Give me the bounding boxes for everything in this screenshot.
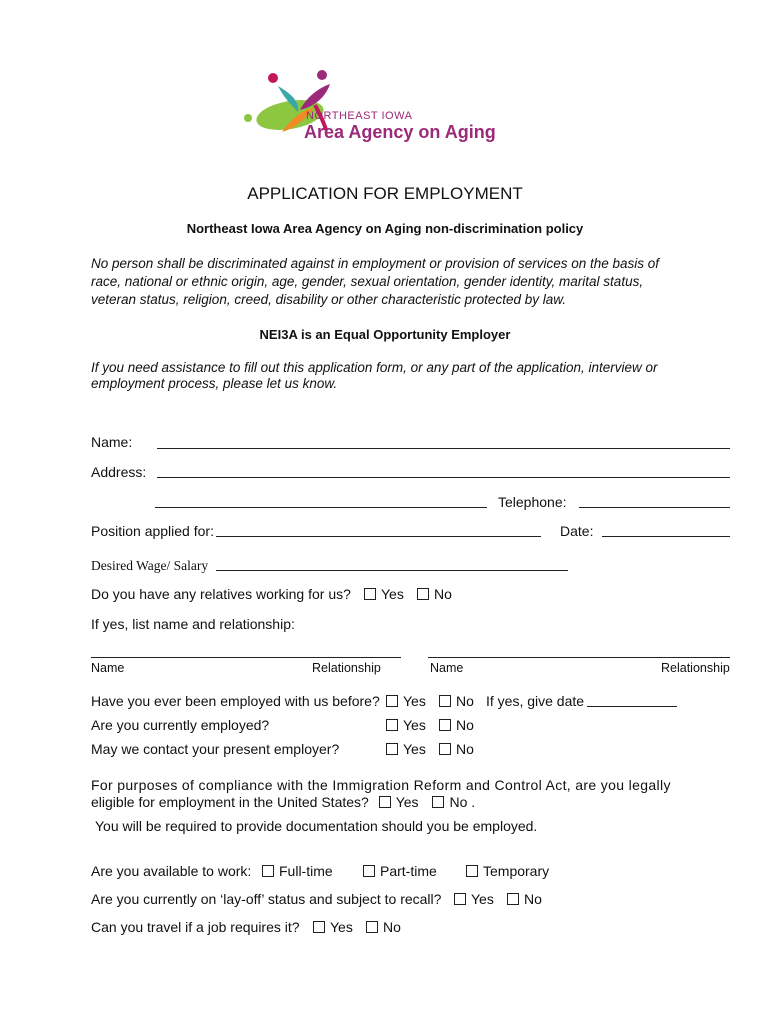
contact-employer-yes-option[interactable] [386,741,426,757]
checkbox[interactable] [417,588,429,600]
checkbox[interactable] [432,796,444,808]
policy-text-line-1: No person shall be discriminated against in employment or provision of services on the basis of [91,256,660,271]
address-field-line-1[interactable] [157,477,730,478]
checkbox[interactable] [363,865,375,877]
contact-employer-no-option[interactable] [439,741,474,757]
availability-fulltime-option[interactable] [262,863,333,879]
agency-logo [240,70,530,145]
immigration-yes-label: Yes [395,794,419,810]
telephone-label: Telephone: [498,494,567,510]
currently-employed-question: Are you currently employed? [91,717,270,733]
relative-2-name-caption: Name [430,661,464,675]
availability-question: Are you available to work: [91,863,252,879]
layoff-question: Are you currently on ‘lay-off’ status and subject to recall? [91,891,442,907]
travel-no-label: No [383,919,401,935]
name-field[interactable] [157,448,730,449]
assist-text-line-1: If you need assistance to fill out this application form, or any part of the application, interview or [91,360,658,375]
layoff-yes-label: Yes [471,891,494,907]
travel-yes-option[interactable] [313,919,353,935]
relative-1-relationship-caption: Relationship [312,661,381,675]
layoff-no-label: No [524,891,542,907]
currently-employed-no-label: No [456,717,474,733]
address-field-line-2[interactable] [155,507,487,508]
checkbox[interactable] [386,695,398,707]
checkbox[interactable] [262,865,274,877]
address-label: Address: [91,464,147,480]
availability-parttime-option[interactable] [363,863,437,879]
checkbox[interactable] [439,695,451,707]
contact-employer-yes-label: Yes [403,741,426,757]
checkbox[interactable] [466,865,478,877]
currently-employed-yes-label: Yes [403,717,426,733]
employed-before-question: Have you ever been employed with us before? [91,693,380,709]
relatives-yes-label: Yes [381,586,404,602]
position-field[interactable] [216,536,541,537]
availability-temporary-option[interactable] [466,863,549,879]
date-label: Date: [560,523,594,539]
checkbox[interactable] [439,719,451,731]
relatives-no-label: No [434,586,452,602]
layoff-no-option[interactable] [507,891,542,907]
relatives-yes-option[interactable] [364,586,404,602]
checkbox[interactable] [386,719,398,731]
immigration-text-line-1: For purposes of compliance with the Immigration Reform and Control Act, are you legally [91,777,671,793]
page-title: APPLICATION FOR EMPLOYMENT [247,184,523,203]
currently-employed-no-option[interactable] [439,717,474,733]
employed-before-yes-label: Yes [403,693,426,709]
employed-before-no-option[interactable] [439,693,474,709]
wage-label: Desired Wage/ Salary [91,558,209,573]
employed-before-date-label: If yes, give date [486,693,585,709]
contact-employer-question: May we contact your present employer? [91,741,340,757]
currently-employed-yes-option[interactable] [386,717,426,733]
policy-text-line-2: race, national or ethnic origin, age, gender, sexual orientation, gender identity, marital status, [91,274,644,289]
logo-line1: NORTHEAST IOWA [306,110,413,122]
travel-question: Can you travel if a job requires it? [91,919,300,935]
checkbox[interactable] [379,796,391,808]
availability-parttime-label: Part-time [380,863,437,879]
checkbox[interactable] [507,893,519,905]
relative-2-field[interactable] [428,657,730,658]
employed-before-date-field[interactable] [587,706,677,707]
immigration-no-option[interactable] [432,794,475,810]
checkbox[interactable] [439,743,451,755]
employed-before-yes-option[interactable] [386,693,426,709]
checkbox[interactable] [386,743,398,755]
logo-line2: Area Agency on Aging [304,122,496,142]
layoff-yes-option[interactable] [454,891,494,907]
policy-heading: Northeast Iowa Area Agency on Aging non-discrimination policy [186,221,584,236]
eeo-heading: NEI3A is an Equal Opportunity Employer [259,327,511,342]
contact-employer-no-label: No [456,741,474,757]
checkbox[interactable] [366,921,378,933]
date-field[interactable] [602,536,730,537]
employed-before-no-label: No [456,693,474,709]
travel-no-option[interactable] [366,919,401,935]
name-label: Name: [91,434,133,450]
checkbox[interactable] [364,588,376,600]
position-label: Position applied for: [91,523,214,539]
travel-yes-label: Yes [330,919,353,935]
relative-1-name-caption: Name [91,661,125,675]
assist-text-line-2: employment process, please let us know. [91,376,338,391]
checkbox[interactable] [454,893,466,905]
wage-field[interactable] [216,570,568,571]
documentation-note: You will be required to provide documentation should you be employed. [95,818,538,834]
relative-1-field[interactable] [91,657,401,658]
availability-fulltime-label: Full-time [279,863,333,879]
immigration-yes-option[interactable] [379,794,419,810]
immigration-text-line-2 [91,794,475,810]
telephone-field[interactable] [579,507,730,508]
relatives-question: Do you have any relatives working for us? [91,586,351,602]
relatives-no-option[interactable] [417,586,452,602]
relative-2-relationship-caption: Relationship [661,661,730,675]
checkbox[interactable] [313,921,325,933]
relatives-list-prompt: If yes, list name and relationship: [91,616,295,632]
availability-temporary-label: Temporary [483,863,550,879]
policy-text-line-3: veteran status, religion, creed, disability or other characteristic protected by law. [91,292,566,307]
immigration-no-label: No . [449,794,476,810]
immigration-question: eligible for employment in the United States? [91,794,369,810]
